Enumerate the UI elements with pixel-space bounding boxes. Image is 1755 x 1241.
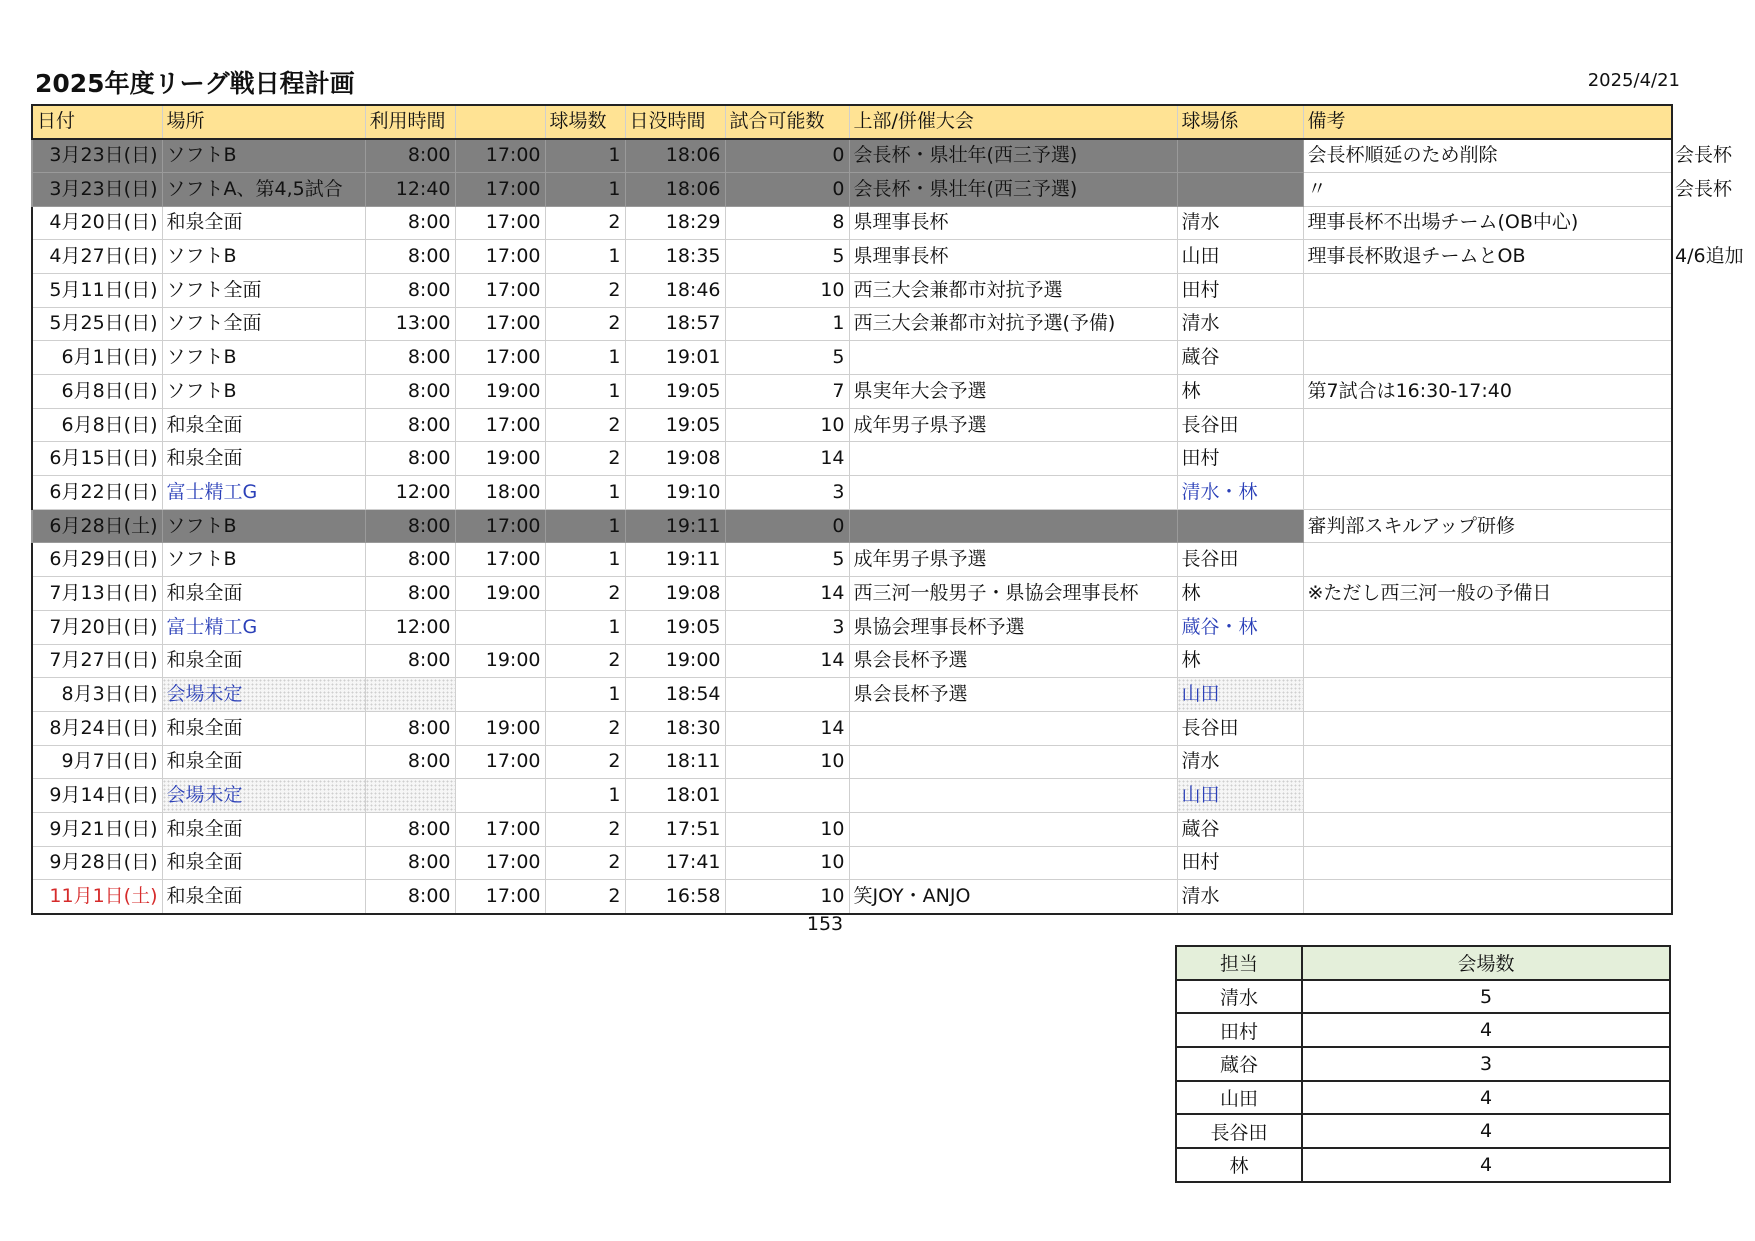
cell-notes — [1303, 745, 1672, 779]
cell-field-staff: 田村 — [1177, 273, 1303, 307]
schedule-row — [32, 812, 1672, 846]
staff-cell-person: 田村 — [1176, 1013, 1302, 1047]
cell-start-time: 8:00 — [365, 812, 455, 846]
cell-notes — [1303, 408, 1672, 442]
cell-tournament: 西三大会兼都市対抗予選 — [849, 273, 1177, 307]
cell-end-time: 17:00 — [455, 509, 545, 543]
cell-date: 6月1日(日) — [32, 341, 162, 375]
cell-notes — [1303, 476, 1672, 510]
cell-field-staff — [1177, 172, 1303, 206]
cell-end-time: 17:00 — [455, 139, 545, 173]
cell-sunset: 18:30 — [625, 711, 725, 745]
cell-end-time: 17:00 — [455, 745, 545, 779]
cell-start-time: 8:00 — [365, 846, 455, 880]
cell-tournament — [849, 745, 1177, 779]
cell-start-time: 8:00 — [365, 375, 455, 409]
staff-summary-table — [1175, 945, 1671, 1183]
cell-end-time: 17:00 — [455, 206, 545, 240]
cell-start-time: 8:00 — [365, 880, 455, 914]
schedule-row — [32, 543, 1672, 577]
schedule-row — [32, 577, 1672, 611]
cell-venue: ソフト全面 — [162, 273, 365, 307]
cell-date: 7月27日(日) — [32, 644, 162, 678]
cell-start-time: 8:00 — [365, 543, 455, 577]
cell-end-time — [455, 779, 545, 813]
cell-notes — [1303, 880, 1672, 914]
cell-games: 10 — [725, 273, 849, 307]
schedule-header-row — [32, 105, 1672, 139]
cell-games: 10 — [725, 846, 849, 880]
cell-field-staff: 田村 — [1177, 846, 1303, 880]
cell-tournament — [849, 341, 1177, 375]
cell-end-time: 17:00 — [455, 880, 545, 914]
cell-end-time: 19:00 — [455, 577, 545, 611]
cell-tournament — [849, 779, 1177, 813]
cell-fields: 1 — [545, 779, 625, 813]
cell-start-time: 8:00 — [365, 206, 455, 240]
cell-venue: 和泉全面 — [162, 812, 365, 846]
cell-venue: ソフト全面 — [162, 307, 365, 341]
col-header-tournament: 上部/併催大会 — [849, 105, 1177, 139]
cell-fields: 2 — [545, 307, 625, 341]
cell-end-time: 17:00 — [455, 240, 545, 274]
cell-venue: 和泉全面 — [162, 880, 365, 914]
cell-date: 6月29日(日) — [32, 543, 162, 577]
cell-venue: ソフトB — [162, 375, 365, 409]
cell-field-staff: 蔵谷 — [1177, 341, 1303, 375]
cell-date: 9月14日(日) — [32, 779, 162, 813]
schedule-row — [32, 880, 1672, 914]
cell-venue: 会場未定 — [162, 779, 365, 813]
cell-date: 6月22日(日) — [32, 476, 162, 510]
cell-notes — [1303, 779, 1672, 813]
cell-start-time: 8:00 — [365, 644, 455, 678]
cell-games: 14 — [725, 644, 849, 678]
cell-tournament: 会長杯・県壮年(西三予選) — [849, 172, 1177, 206]
cell-games: 10 — [725, 880, 849, 914]
cell-sunset: 19:05 — [625, 610, 725, 644]
cell-notes — [1303, 846, 1672, 880]
cell-date: 8月3日(日) — [32, 678, 162, 712]
cell-end-time: 18:00 — [455, 476, 545, 510]
staff-cell-count: 4 — [1302, 1114, 1670, 1148]
col-header-field-staff: 球場係 — [1177, 105, 1303, 139]
cell-date: 5月25日(日) — [32, 307, 162, 341]
schedule-row — [32, 678, 1672, 712]
cell-venue: 和泉全面 — [162, 577, 365, 611]
cell-field-staff: 清水 — [1177, 307, 1303, 341]
cell-start-time: 12:00 — [365, 476, 455, 510]
staff-row — [1176, 1114, 1670, 1148]
schedule-row — [32, 846, 1672, 880]
cell-field-staff: 山田 — [1177, 240, 1303, 274]
schedule-row — [32, 711, 1672, 745]
cell-sunset: 19:01 — [625, 341, 725, 375]
cell-field-staff: 山田 — [1177, 678, 1303, 712]
cell-venue: ソフトB — [162, 240, 365, 274]
cell-date: 6月8日(日) — [32, 408, 162, 442]
staff-row — [1176, 1047, 1670, 1081]
cell-tournament — [849, 442, 1177, 476]
cell-venue: 和泉全面 — [162, 408, 365, 442]
cell-start-time: 8:00 — [365, 442, 455, 476]
staff-row — [1176, 1148, 1670, 1182]
cell-sunset: 16:58 — [625, 880, 725, 914]
staff-cell-person: 蔵谷 — [1176, 1047, 1302, 1081]
cell-fields: 2 — [545, 408, 625, 442]
cell-venue: 和泉全面 — [162, 206, 365, 240]
schedule-row — [32, 375, 1672, 409]
staff-cell-count: 5 — [1302, 980, 1670, 1014]
cell-sunset: 19:08 — [625, 577, 725, 611]
cell-end-time: 17:00 — [455, 273, 545, 307]
cell-fields: 1 — [545, 341, 625, 375]
cell-games: 3 — [725, 476, 849, 510]
cell-tournament: 県理事長杯 — [849, 206, 1177, 240]
staff-cell-person: 山田 — [1176, 1081, 1302, 1115]
cell-venue: 和泉全面 — [162, 711, 365, 745]
staff-cell-person: 長谷田 — [1176, 1114, 1302, 1148]
cell-notes: 〃 — [1303, 172, 1672, 206]
cell-notes: 理事長杯不出場チーム(OB中心) — [1303, 206, 1672, 240]
staff-cell-count: 4 — [1302, 1148, 1670, 1182]
cell-venue: 会場未定 — [162, 678, 365, 712]
cell-notes — [1303, 812, 1672, 846]
cell-games: 0 — [725, 172, 849, 206]
cell-end-time: 17:00 — [455, 812, 545, 846]
cell-field-staff: 蔵谷 — [1177, 812, 1303, 846]
cell-games: 14 — [725, 442, 849, 476]
schedule-row — [32, 509, 1672, 543]
cell-tournament: 会長杯・県壮年(西三予選) — [849, 139, 1177, 173]
cell-date: 6月15日(日) — [32, 442, 162, 476]
cell-date: 7月13日(日) — [32, 577, 162, 611]
cell-start-time: 8:00 — [365, 745, 455, 779]
cell-notes: 理事長杯敗退チームとOB — [1303, 240, 1672, 274]
side-note: 会長杯 — [1675, 144, 1733, 166]
cell-fields: 1 — [545, 139, 625, 173]
cell-field-staff: 長谷田 — [1177, 408, 1303, 442]
cell-start-time: 8:00 — [365, 408, 455, 442]
cell-field-staff: 清水・林 — [1177, 476, 1303, 510]
cell-notes — [1303, 644, 1672, 678]
cell-fields: 2 — [545, 442, 625, 476]
cell-sunset: 19:05 — [625, 408, 725, 442]
cell-date: 3月23日(日) — [32, 172, 162, 206]
schedule-row — [32, 610, 1672, 644]
cell-tournament: 笑JOY・ANJO — [849, 880, 1177, 914]
schedule-row — [32, 206, 1672, 240]
cell-tournament: 県理事長杯 — [849, 240, 1177, 274]
staff-cell-person: 林 — [1176, 1148, 1302, 1182]
cell-sunset: 18:06 — [625, 139, 725, 173]
cell-date: 9月28日(日) — [32, 846, 162, 880]
cell-notes — [1303, 341, 1672, 375]
cell-start-time: 8:00 — [365, 341, 455, 375]
cell-sunset: 19:10 — [625, 476, 725, 510]
cell-end-time — [455, 678, 545, 712]
cell-tournament: 西三河一般男子・県協会理事長杯 — [849, 577, 1177, 611]
cell-fields: 2 — [545, 206, 625, 240]
cell-start-time: 12:00 — [365, 610, 455, 644]
cell-end-time: 17:00 — [455, 846, 545, 880]
cell-tournament: 県実年大会予選 — [849, 375, 1177, 409]
cell-games: 14 — [725, 577, 849, 611]
staff-row — [1176, 1013, 1670, 1047]
cell-start-time: 13:00 — [365, 307, 455, 341]
col-header-date: 日付 — [32, 105, 162, 139]
cell-sunset: 19:08 — [625, 442, 725, 476]
schedule-table — [31, 104, 1673, 915]
cell-fields: 2 — [545, 577, 625, 611]
schedule-row — [32, 341, 1672, 375]
cell-games: 10 — [725, 408, 849, 442]
staff-row — [1176, 980, 1670, 1014]
cell-sunset: 18:57 — [625, 307, 725, 341]
staff-row — [1176, 1081, 1670, 1115]
staff-col-header-count: 会場数 — [1302, 946, 1670, 980]
cell-fields: 2 — [545, 880, 625, 914]
schedule-row — [32, 476, 1672, 510]
cell-games: 7 — [725, 375, 849, 409]
cell-end-time: 17:00 — [455, 307, 545, 341]
cell-notes: 第7試合は16:30-17:40 — [1303, 375, 1672, 409]
cell-games — [725, 678, 849, 712]
schedule-row — [32, 273, 1672, 307]
cell-field-staff: 林 — [1177, 577, 1303, 611]
cell-venue: 和泉全面 — [162, 846, 365, 880]
cell-field-staff: 田村 — [1177, 442, 1303, 476]
cell-end-time: 19:00 — [455, 644, 545, 678]
cell-games — [725, 779, 849, 813]
cell-notes — [1303, 307, 1672, 341]
cell-end-time: 17:00 — [455, 172, 545, 206]
cell-sunset: 19:11 — [625, 509, 725, 543]
cell-end-time: 19:00 — [455, 711, 545, 745]
cell-end-time: 17:00 — [455, 408, 545, 442]
cell-date: 8月24日(日) — [32, 711, 162, 745]
cell-notes — [1303, 678, 1672, 712]
cell-games: 3 — [725, 610, 849, 644]
cell-field-staff: 清水 — [1177, 880, 1303, 914]
cell-games: 5 — [725, 240, 849, 274]
cell-start-time: 8:00 — [365, 240, 455, 274]
cell-date: 9月21日(日) — [32, 812, 162, 846]
cell-sunset: 17:51 — [625, 812, 725, 846]
cell-field-staff: 山田 — [1177, 779, 1303, 813]
cell-tournament: 県会長杯予選 — [849, 644, 1177, 678]
schedule-row — [32, 172, 1672, 206]
cell-notes: 会長杯順延のため削除 — [1303, 139, 1672, 173]
staff-cell-count: 4 — [1302, 1013, 1670, 1047]
cell-notes: ※ただし西三河一般の予備日 — [1303, 577, 1672, 611]
side-note: 4/6追加 — [1675, 245, 1744, 267]
cell-fields: 1 — [545, 476, 625, 510]
cell-tournament: 成年男子県予選 — [849, 543, 1177, 577]
cell-games: 14 — [725, 711, 849, 745]
cell-tournament: 県協会理事長杯予選 — [849, 610, 1177, 644]
cell-sunset: 18:06 — [625, 172, 725, 206]
cell-venue: ソフトB — [162, 543, 365, 577]
cell-games: 1 — [725, 307, 849, 341]
cell-end-time: 19:00 — [455, 442, 545, 476]
cell-date: 4月27日(日) — [32, 240, 162, 274]
cell-fields: 1 — [545, 543, 625, 577]
cell-games: 8 — [725, 206, 849, 240]
staff-header-row — [1176, 946, 1670, 980]
cell-notes — [1303, 711, 1672, 745]
col-header-games: 試合可能数 — [725, 105, 849, 139]
cell-start-time — [365, 779, 455, 813]
cell-start-time: 12:40 — [365, 172, 455, 206]
cell-venue: 富士精工G — [162, 476, 365, 510]
cell-fields: 1 — [545, 240, 625, 274]
cell-games: 0 — [725, 509, 849, 543]
col-header-end-time — [455, 105, 545, 139]
cell-venue: 和泉全面 — [162, 442, 365, 476]
col-header-usage-time: 利用時間 — [365, 105, 455, 139]
cell-start-time: 8:00 — [365, 711, 455, 745]
side-note: 会長杯 — [1675, 178, 1733, 200]
cell-games: 0 — [725, 139, 849, 173]
cell-tournament — [849, 509, 1177, 543]
cell-fields: 2 — [545, 644, 625, 678]
cell-notes: 審判部スキルアップ研修 — [1303, 509, 1672, 543]
cell-date: 6月28日(土) — [32, 509, 162, 543]
cell-field-staff — [1177, 139, 1303, 173]
cell-field-staff: 長谷田 — [1177, 543, 1303, 577]
cell-date: 11月1日(土) — [32, 880, 162, 914]
cell-tournament — [849, 711, 1177, 745]
cell-start-time: 8:00 — [365, 273, 455, 307]
cell-tournament: 成年男子県予選 — [849, 408, 1177, 442]
cell-sunset: 19:00 — [625, 644, 725, 678]
cell-fields: 1 — [545, 375, 625, 409]
cell-start-time: 8:00 — [365, 139, 455, 173]
cell-date: 7月20日(日) — [32, 610, 162, 644]
cell-fields: 1 — [545, 172, 625, 206]
col-header-venue: 場所 — [162, 105, 365, 139]
cell-fields: 2 — [545, 812, 625, 846]
col-header-fields: 球場数 — [545, 105, 625, 139]
cell-end-time — [455, 610, 545, 644]
cell-end-time: 17:00 — [455, 341, 545, 375]
staff-cell-person: 清水 — [1176, 980, 1302, 1014]
cell-games: 5 — [725, 341, 849, 375]
cell-field-staff — [1177, 509, 1303, 543]
cell-date: 9月7日(日) — [32, 745, 162, 779]
cell-date: 5月11日(日) — [32, 273, 162, 307]
cell-start-time: 8:00 — [365, 509, 455, 543]
cell-fields: 2 — [545, 273, 625, 307]
cell-date: 6月8日(日) — [32, 375, 162, 409]
cell-fields: 1 — [545, 610, 625, 644]
schedule-row — [32, 442, 1672, 476]
games-total: 153 — [806, 913, 844, 935]
col-header-notes: 備考 — [1303, 105, 1672, 139]
schedule-row — [32, 779, 1672, 813]
cell-fields: 2 — [545, 745, 625, 779]
schedule-row — [32, 644, 1672, 678]
cell-field-staff: 林 — [1177, 644, 1303, 678]
cell-venue: ソフトA、第4,5試合 — [162, 172, 365, 206]
staff-cell-count: 4 — [1302, 1081, 1670, 1115]
cell-venue: ソフトB — [162, 509, 365, 543]
document-date: 2025/4/21 — [1587, 70, 1680, 91]
cell-tournament: 西三大会兼都市対抗予選(予備) — [849, 307, 1177, 341]
cell-date: 3月23日(日) — [32, 139, 162, 173]
schedule-row — [32, 745, 1672, 779]
col-header-sunset: 日没時間 — [625, 105, 725, 139]
cell-notes — [1303, 610, 1672, 644]
cell-tournament: 県会長杯予選 — [849, 678, 1177, 712]
cell-sunset: 18:01 — [625, 779, 725, 813]
schedule-row — [32, 307, 1672, 341]
cell-venue: 和泉全面 — [162, 644, 365, 678]
cell-start-time: 8:00 — [365, 577, 455, 611]
cell-field-staff: 長谷田 — [1177, 711, 1303, 745]
schedule-row — [32, 240, 1672, 274]
staff-cell-count: 3 — [1302, 1047, 1670, 1081]
cell-sunset: 18:11 — [625, 745, 725, 779]
schedule-row — [32, 139, 1672, 173]
cell-field-staff: 蔵谷・林 — [1177, 610, 1303, 644]
cell-venue: 富士精工G — [162, 610, 365, 644]
cell-venue: ソフトB — [162, 139, 365, 173]
cell-notes — [1303, 442, 1672, 476]
cell-tournament — [849, 476, 1177, 510]
cell-field-staff: 清水 — [1177, 206, 1303, 240]
cell-sunset: 19:11 — [625, 543, 725, 577]
cell-fields: 1 — [545, 509, 625, 543]
cell-sunset: 18:29 — [625, 206, 725, 240]
cell-tournament — [849, 846, 1177, 880]
cell-venue: ソフトB — [162, 341, 365, 375]
cell-fields: 2 — [545, 846, 625, 880]
cell-tournament — [849, 812, 1177, 846]
page-title: 2025年度リーグ戦日程計画 — [35, 69, 355, 98]
cell-games: 10 — [725, 745, 849, 779]
cell-games: 5 — [725, 543, 849, 577]
cell-end-time: 19:00 — [455, 375, 545, 409]
cell-sunset: 19:05 — [625, 375, 725, 409]
schedule-row — [32, 408, 1672, 442]
cell-sunset: 17:41 — [625, 846, 725, 880]
cell-notes — [1303, 273, 1672, 307]
cell-venue: 和泉全面 — [162, 745, 365, 779]
cell-notes — [1303, 543, 1672, 577]
cell-field-staff: 清水 — [1177, 745, 1303, 779]
cell-date: 4月20日(日) — [32, 206, 162, 240]
cell-fields: 1 — [545, 678, 625, 712]
cell-sunset: 18:35 — [625, 240, 725, 274]
cell-sunset: 18:46 — [625, 273, 725, 307]
cell-field-staff: 林 — [1177, 375, 1303, 409]
cell-end-time: 17:00 — [455, 543, 545, 577]
cell-start-time — [365, 678, 455, 712]
staff-col-header-person: 担当 — [1176, 946, 1302, 980]
cell-fields: 2 — [545, 711, 625, 745]
cell-games: 10 — [725, 812, 849, 846]
cell-sunset: 18:54 — [625, 678, 725, 712]
